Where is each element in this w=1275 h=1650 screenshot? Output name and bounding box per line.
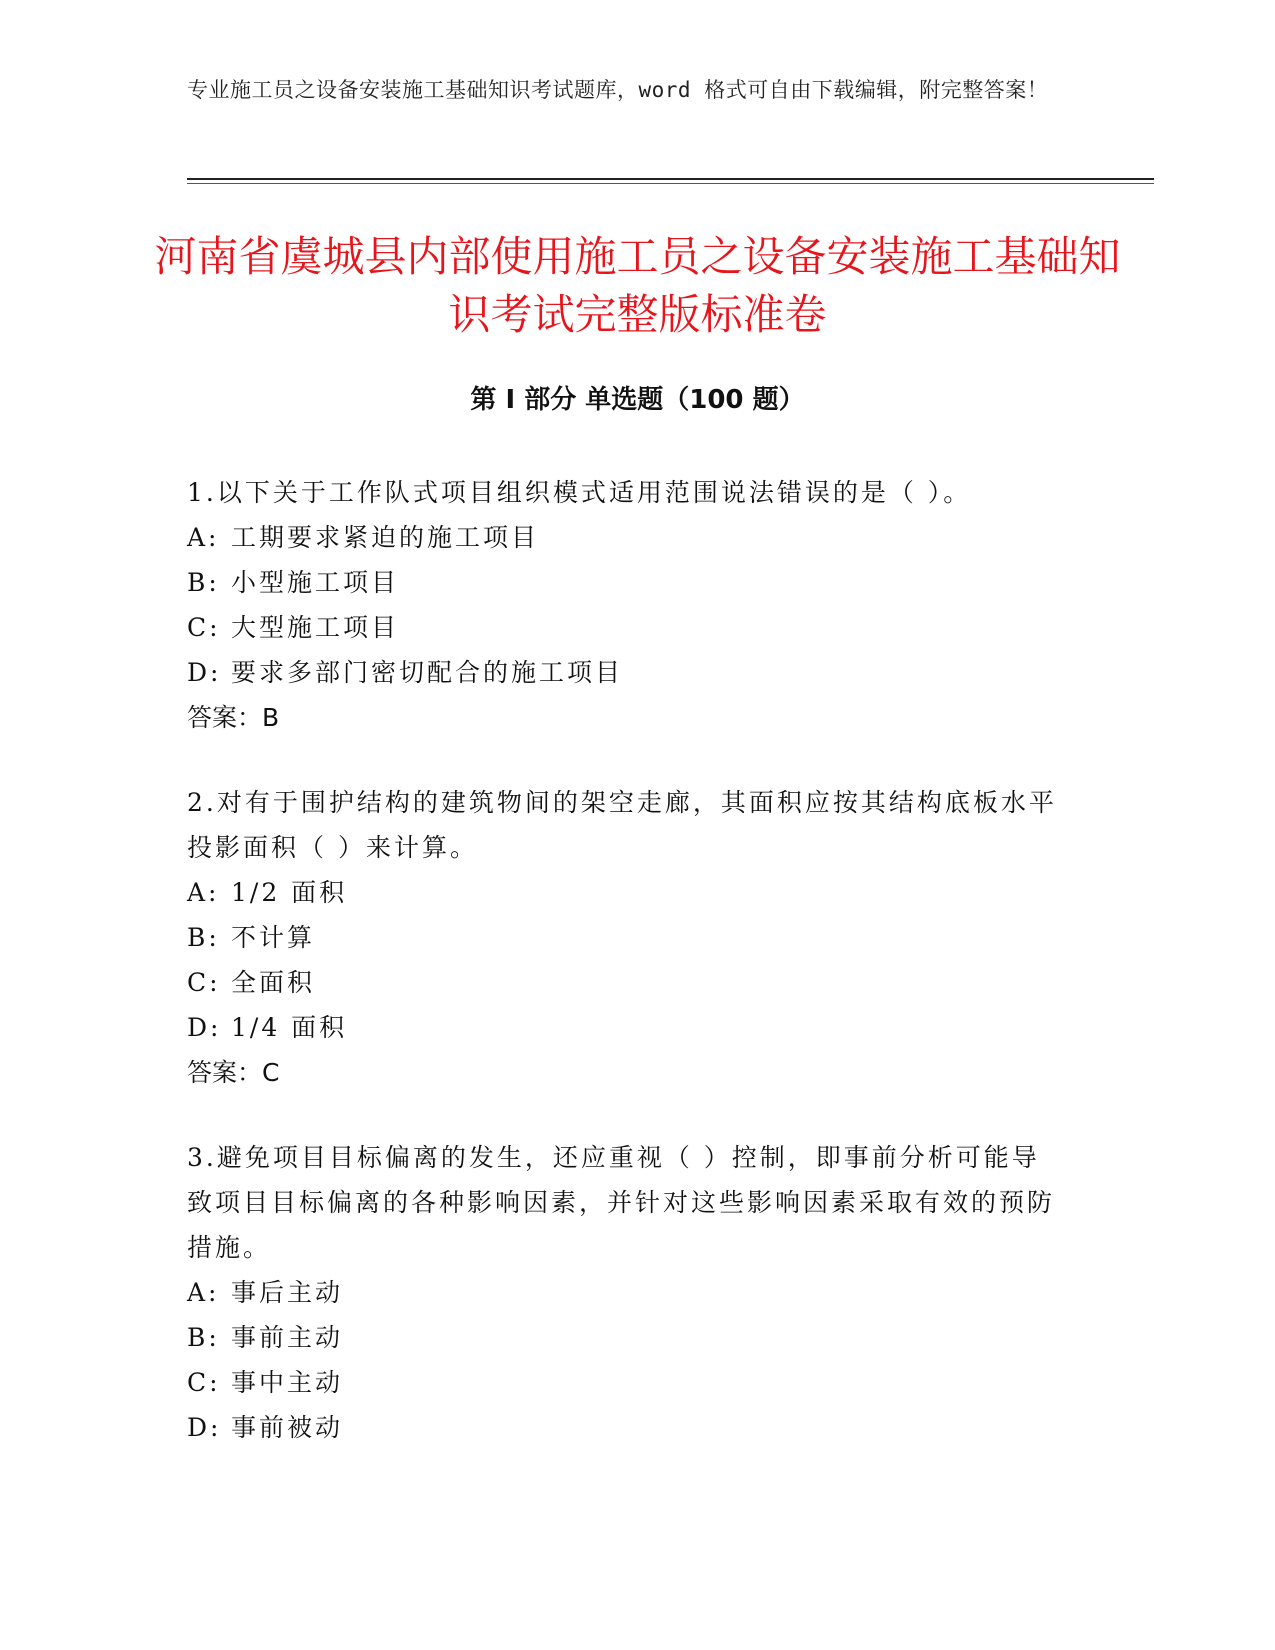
header-divider-thick	[187, 178, 1154, 180]
document-title: 河南省虞城县内部使用施工员之设备安装施工基础知识考试完整版标准卷	[154, 232, 1121, 339]
option-c	[187, 1360, 1067, 1405]
option-text: 要求多部门密切配合的施工项目	[231, 658, 624, 687]
option-letter: B:	[187, 1323, 220, 1352]
option-letter: C:	[187, 968, 221, 997]
option-text: 事中主动	[231, 1368, 344, 1397]
question-stem: 2.对有于围护结构的建筑物间的架空走廊，其面积应按其结构底板水平投影面积（ ）来计算。	[187, 788, 1057, 862]
option-letter: A:	[187, 1278, 220, 1307]
question-1	[187, 470, 1067, 740]
option-letter: D:	[187, 658, 222, 687]
answer-line: 答案：C	[187, 1058, 280, 1087]
header-divider-thin	[187, 183, 1154, 184]
option-letter: D:	[187, 1013, 222, 1042]
option-letter: C:	[187, 613, 221, 642]
option-text: 小型施工项目	[231, 568, 400, 597]
section-title: 第 I 部分 单选题（100 题）	[470, 385, 805, 415]
answer-line: 答案：B	[187, 703, 280, 732]
option-text: 事后主动	[231, 1278, 344, 1307]
option-letter: C:	[187, 1368, 221, 1397]
option-d	[187, 1405, 1067, 1450]
option-c	[187, 605, 1067, 650]
option-letter: D:	[187, 1413, 222, 1442]
option-text: 大型施工项目	[231, 613, 400, 642]
option-letter: B:	[187, 568, 220, 597]
option-text: 1/2 面积	[231, 878, 348, 907]
option-d	[187, 1005, 1067, 1050]
option-text: 事前被动	[231, 1413, 344, 1442]
question-stem: 1.以下关于工作队式项目组织模式适用范围说法错误的是（ ）。	[187, 478, 972, 507]
option-text: 全面积	[231, 968, 316, 997]
option-c	[187, 960, 1067, 1005]
option-text: 工期要求紧迫的施工项目	[231, 523, 540, 552]
option-d	[187, 650, 1067, 695]
option-b	[187, 1315, 1067, 1360]
option-b	[187, 915, 1067, 960]
option-text: 事前主动	[231, 1323, 344, 1352]
option-a	[187, 1270, 1067, 1315]
option-b	[187, 560, 1067, 605]
question-2	[187, 780, 1067, 1095]
option-letter: A:	[187, 878, 220, 907]
option-text: 1/4 面积	[231, 1013, 348, 1042]
question-3	[187, 1135, 1067, 1450]
option-a	[187, 870, 1067, 915]
option-a	[187, 515, 1067, 560]
option-letter: A:	[187, 523, 220, 552]
question-stem: 3.避免项目目标偏离的发生，还应重视（ ）控制，即事前分析可能导致项目目标偏离的各种影响因素，并针对这些影响因素采取有效的预防措施。	[187, 1143, 1056, 1262]
header-note: 专业施工员之设备安装施工基础知识考试题库，word 格式可自由下载编辑，附完整答案！	[187, 78, 1049, 102]
option-letter: B:	[187, 923, 220, 952]
option-text: 不计算	[231, 923, 316, 952]
question-list	[187, 470, 1067, 1490]
